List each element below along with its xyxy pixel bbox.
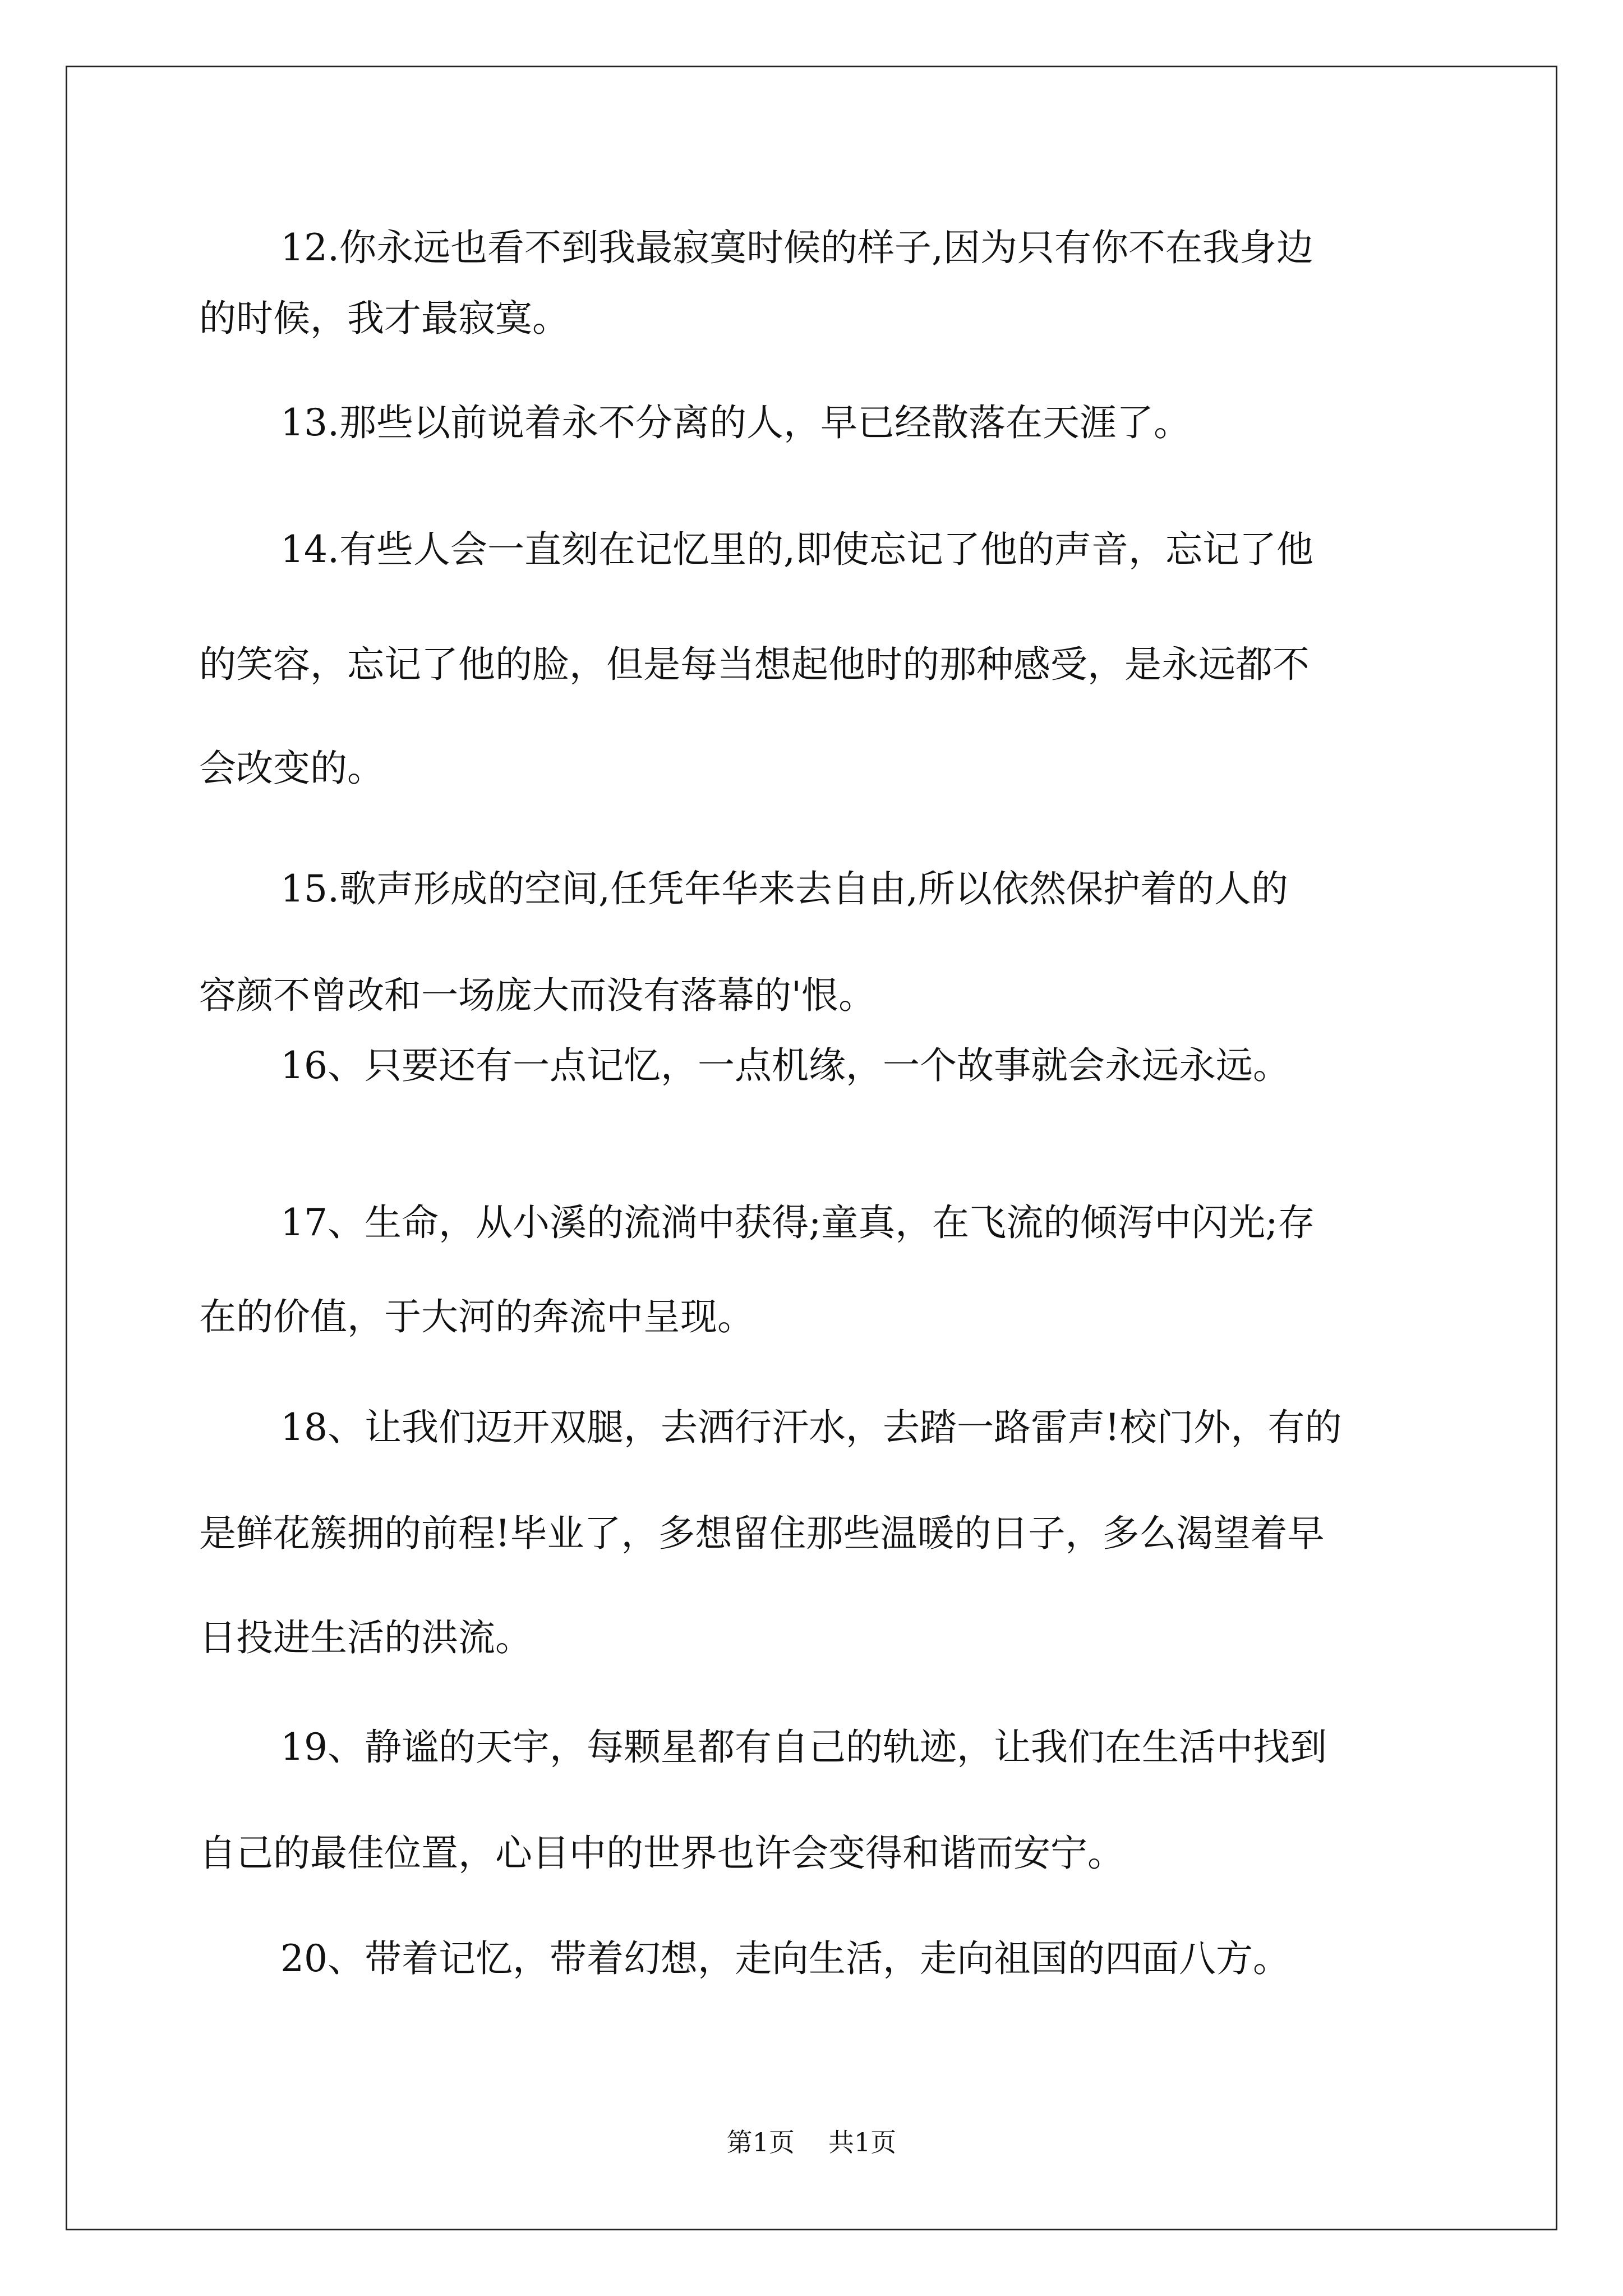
paragraph-line: 20、带着记忆，带着幻想，走向生活，走向祖国的四面八方。 [280,1937,1290,1980]
page-footer [0,2125,1623,2159]
paragraph-line: 自己的最佳位置，心目中的世界也许会变得和谐而安宁。 [199,1832,1124,1875]
paragraph-line: 12.你永远也看不到我最寂寞时候的样子,因为只有你不在我身边 [280,226,1313,269]
paragraph-line: 的时候，我才最寂寞。 [199,297,569,340]
paragraph-line: 17、生命，从小溪的流淌中获得;童真，在飞流的倾泻中闪光;存 [280,1201,1315,1244]
paragraph-line: 是鲜花簇拥的前程!毕业了，多想留住那些温暖的日子，多么渴望着早 [199,1512,1325,1555]
paragraph-line: 14.有些人会一直刻在记忆里的,即使忘记了他的声音，忘记了他 [280,528,1313,571]
paragraph-line: 16、只要还有一点记忆，一点机缘，一个故事就会永远永远。 [280,1044,1290,1087]
paragraph-line: 容颜不曾改和一场庞大而没有落幕的'恨。 [199,974,876,1017]
paragraph-line: 18、让我们迈开双腿，去洒行汗水，去踏一路雷声!校门外，有的 [280,1406,1342,1449]
paragraph-line: 15.歌声形成的空间,任凭年华来去自由,所以依然保护着的人的 [280,867,1288,910]
paragraph-line: 的笑容，忘记了他的脸，但是每当想起他时的那种感受，是永远都不 [199,643,1310,686]
page-total: 共1页 [828,2127,897,2157]
paragraph-line: 会改变的。 [199,747,384,790]
paragraph-line: 19、静谧的天宇，每颗星都有自己的轨迹，让我们在生活中找到 [280,1726,1327,1769]
page-border [66,66,1557,2230]
paragraph-line: 13.那些以前说着永不分离的人，早已经散落在天涯了。 [280,401,1191,444]
paragraph-line: 日投进生活的洪流。 [199,1616,532,1659]
page-number: 第1页 [726,2127,795,2157]
paragraph-line: 在的价值，于大河的奔流中呈现。 [199,1295,754,1338]
